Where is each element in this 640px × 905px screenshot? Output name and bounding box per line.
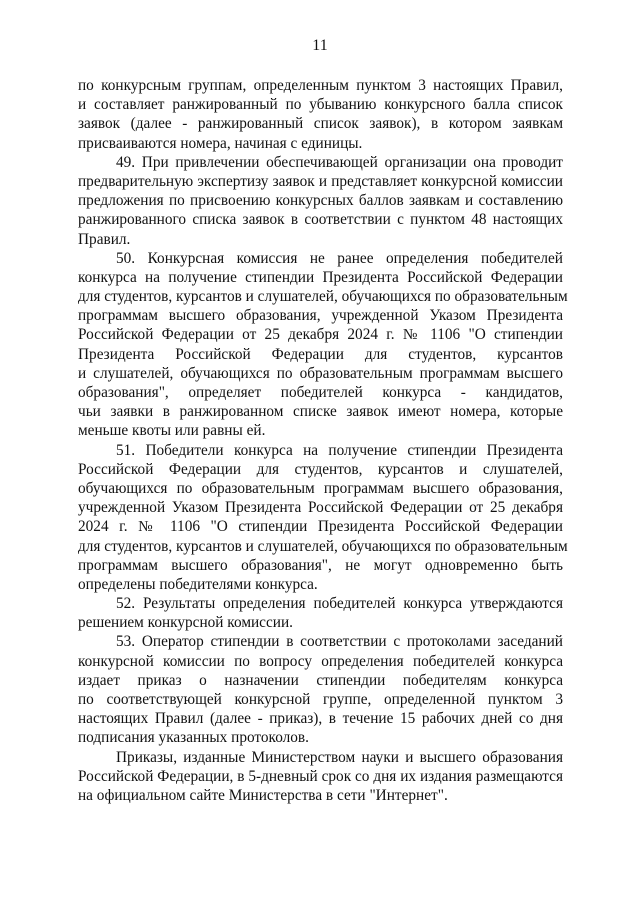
text-line: 50. Конкурсная комиссия не ранее определения победителей	[116, 249, 563, 267]
text-line: настоящих Правил (далее - приказ), в течение 15 рабочих дней со дня	[78, 710, 563, 728]
text-line: Приказы, изданные Министерством науки и высшего образования	[116, 748, 563, 766]
text-line: 52. Результаты определения победителей конкурса утверждаются	[116, 595, 563, 613]
paragraph-49	[78, 153, 563, 249]
text-line: чьи заявки в ранжированном списке заявок имеют номера, которые	[78, 403, 563, 421]
text-line: присваиваются номера, начиная с единицы.	[78, 134, 363, 152]
text-line: и слушателей, обучающихся по образовательным программам высшего	[78, 364, 563, 382]
text-line: 2024 г. № 1106 "О стипендии Президента Российской Федерации	[78, 518, 563, 536]
paragraph-50	[78, 249, 568, 441]
text-line: для студентов, курсантов и слушателей, обучающихся по образовательным	[78, 537, 568, 555]
text-line: 53. Оператор стипендии в соответствии с протоколами заседаний	[116, 633, 563, 651]
text-line: определены победителями конкурса.	[78, 575, 318, 593]
text-line: издает приказ о назначении стипендии победителям конкурса	[78, 671, 563, 689]
text-line: и составляет ранжированный по убыванию конкурсного балла список	[78, 96, 563, 114]
text-line: 49. При привлечении обеспечивающей организации она проводит	[116, 153, 563, 171]
text-line: по соответствующей конкурсной группе, определенной пунктом 3	[78, 691, 563, 708]
text-line: для студентов, курсантов и слушателей, обучающихся по образовательным	[78, 288, 568, 306]
text-line: Российской Федерации для студентов, курсантов и слушателей,	[78, 460, 563, 478]
text-line: меньше квоты или равны ей.	[78, 422, 266, 440]
text-line: учрежденной Указом Президента Российской Федерации от 25 декабря	[78, 499, 563, 517]
text-line: Российской Федерации от 25 декабря 2024 г. № 1106 "О стипендии	[78, 326, 563, 344]
text-line: предварительную экспертизу заявок и представляет конкурсной комиссии	[78, 172, 563, 190]
text-line: 51. Победители конкурса на получение стипендии Президента	[116, 441, 563, 459]
text-line: подписания указанных протоколов.	[78, 729, 309, 747]
text-line: решением конкурсной комиссии.	[78, 614, 293, 632]
text-line: на официальном сайте Министерства в сети "Интернет".	[78, 786, 448, 804]
text-line: программам высшего образования", не могут одновременно быть	[78, 556, 563, 574]
paragraph-52	[78, 594, 563, 632]
text-line: Российской Федерации, в 5-дневный срок со дня их издания размещаются	[78, 767, 563, 785]
text-line: предложения по присвоению конкурсных баллов заявкам и составлению	[78, 192, 563, 210]
text-line: образования", определяет победителей конкурса - кандидатов,	[78, 384, 563, 401]
paragraph-continuation	[78, 76, 563, 153]
text-line: конкурсной комиссии по вопросу определения победителей конкурса	[78, 652, 563, 670]
paragraph-orders	[78, 748, 563, 806]
text-line: конкурса на получение стипендии Президента Российской Федерации	[78, 268, 563, 286]
text-line: обучающихся по образовательным программам высшего образования,	[78, 479, 563, 497]
page-number: 11	[312, 37, 328, 54]
document-body	[78, 76, 568, 805]
text-line: Правил.	[78, 230, 131, 248]
text-line: заявок (далее - ранжированный список заявок), в котором заявкам	[78, 115, 563, 133]
paragraph-51	[78, 441, 568, 595]
text-line: ранжированного списка заявок в соответствии с пунктом 48 настоящих	[78, 211, 563, 229]
text-line: по конкурсным группам, определенным пунктом 3 настоящих Правил,	[78, 77, 563, 94]
text-line: программам высшего образования, учрежденной Указом Президента	[78, 307, 563, 325]
text-line: Президента Российской Федерации для студентов, курсантов	[78, 345, 563, 363]
paragraph-53	[78, 632, 563, 747]
